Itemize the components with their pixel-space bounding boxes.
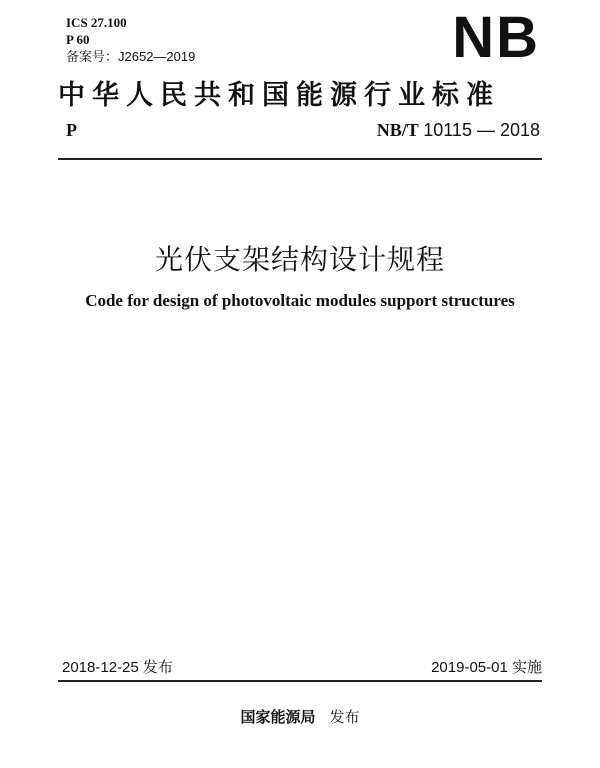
nb-logo: NB bbox=[452, 5, 540, 70]
org-title: 中华人民共和国能源行业标准 bbox=[58, 80, 500, 110]
p-code: P 60 bbox=[66, 32, 90, 47]
ics-block bbox=[66, 14, 195, 65]
classification: P bbox=[66, 120, 77, 140]
implement-date: 2019-05-01 实施 bbox=[431, 659, 542, 676]
ics-code: ICS 27.100 bbox=[66, 15, 127, 30]
bottom-divider bbox=[58, 680, 542, 682]
standard-code bbox=[377, 120, 540, 141]
title-english: Code for design of photovoltaic modules support structures bbox=[85, 291, 515, 310]
issuer-line bbox=[0, 706, 600, 727]
top-divider bbox=[58, 158, 542, 160]
issue-date: 2018-12-25 发布 bbox=[62, 659, 173, 676]
standard-code-number: 10115 — 2018 bbox=[423, 120, 540, 140]
record-number: 备案号：J2652—2019 bbox=[66, 49, 196, 64]
issue-action: 发布 bbox=[329, 710, 360, 726]
standard-code-prefix: NB/T bbox=[376, 120, 419, 140]
issuing-authority: 国家能源局 bbox=[240, 710, 316, 726]
title-chinese: 光伏支架结构设计规程 bbox=[154, 244, 445, 275]
